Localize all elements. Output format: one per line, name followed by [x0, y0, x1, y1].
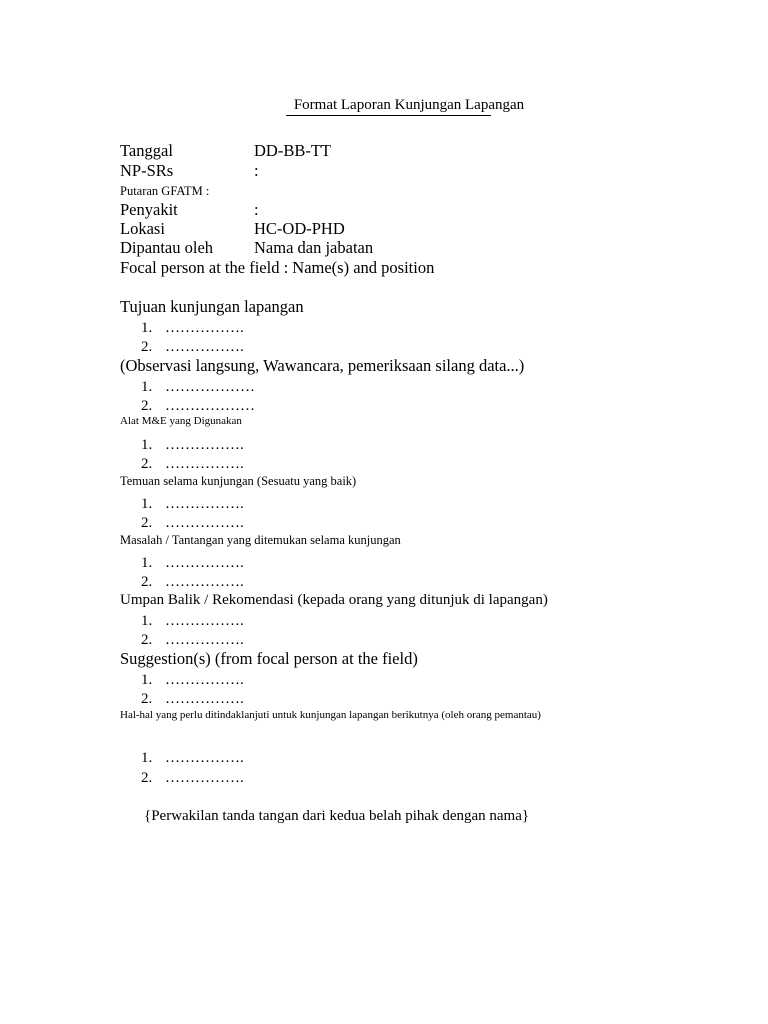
field-value: :	[254, 161, 259, 180]
section-heading: (Observasi langsung, Wawancara, pemeriksaan silang data...)	[120, 356, 525, 375]
list-item: 2. …………….	[141, 456, 244, 472]
list-item: 2. …………….	[141, 770, 244, 786]
field-label: NP-SRs	[120, 161, 174, 180]
list-item: 1. …………….	[141, 672, 244, 688]
list-item: 1. …………….	[141, 437, 244, 453]
section-heading: Umpan Balik / Rekomendasi (kepada orang yang ditunjuk di lapangan)	[120, 592, 548, 608]
section-heading: Masalah / Tantangan yang ditemukan selama kunjungan	[120, 533, 401, 547]
list-item: 1. …………….	[141, 320, 244, 336]
field-label: Dipantau oleh	[120, 238, 214, 257]
field-label: Tanggal	[120, 141, 173, 160]
list-item: 1. …………….	[141, 555, 244, 571]
list-item: 2. …………….	[141, 574, 244, 590]
field-value: DD-BB-TT	[254, 141, 331, 160]
field-label: Penyakit	[120, 200, 178, 219]
section-heading: Hal-hal yang perlu ditindaklanjuti untuk kunjungan lapangan berikutnya (oleh orang pemantau)	[120, 709, 541, 721]
field-label: Lokasi	[120, 219, 165, 238]
section-heading: Tujuan kunjungan lapangan	[120, 297, 304, 316]
list-item: 2. …………….	[141, 339, 244, 355]
list-item: 1. …………….	[141, 613, 244, 629]
field-label: Putaran GFATM :	[120, 184, 210, 198]
focal-person-line: Focal person at the field : Name(s) and position	[120, 258, 435, 277]
signature-note: {Perwakilan tanda tangan dari kedua belah pihak dengan nama}	[144, 808, 530, 824]
section-heading: Alat M&E yang Digunakan	[120, 415, 242, 427]
field-value: :	[254, 200, 259, 219]
list-item: 1. …………….	[141, 496, 244, 512]
document-title: Format Laporan Kunjungan Lapangan	[293, 97, 525, 113]
list-item: 2. …………….	[141, 691, 244, 707]
section-heading: Temuan selama kunjungan (Sesuatu yang baik)	[120, 474, 357, 488]
title-container	[0, 96, 768, 114]
list-item: 2. …………….	[141, 515, 244, 531]
field-value: HC-OD-PHD	[254, 219, 345, 238]
list-item: 2. ………………	[141, 398, 255, 414]
list-item: 1. ………………	[141, 379, 255, 395]
list-item: 2. …………….	[141, 632, 244, 648]
list-item: 1. …………….	[141, 750, 244, 766]
section-heading: Suggestion(s) (from focal person at the field)	[120, 649, 418, 668]
title-underline	[286, 115, 491, 116]
field-value: Nama dan jabatan	[254, 238, 374, 257]
